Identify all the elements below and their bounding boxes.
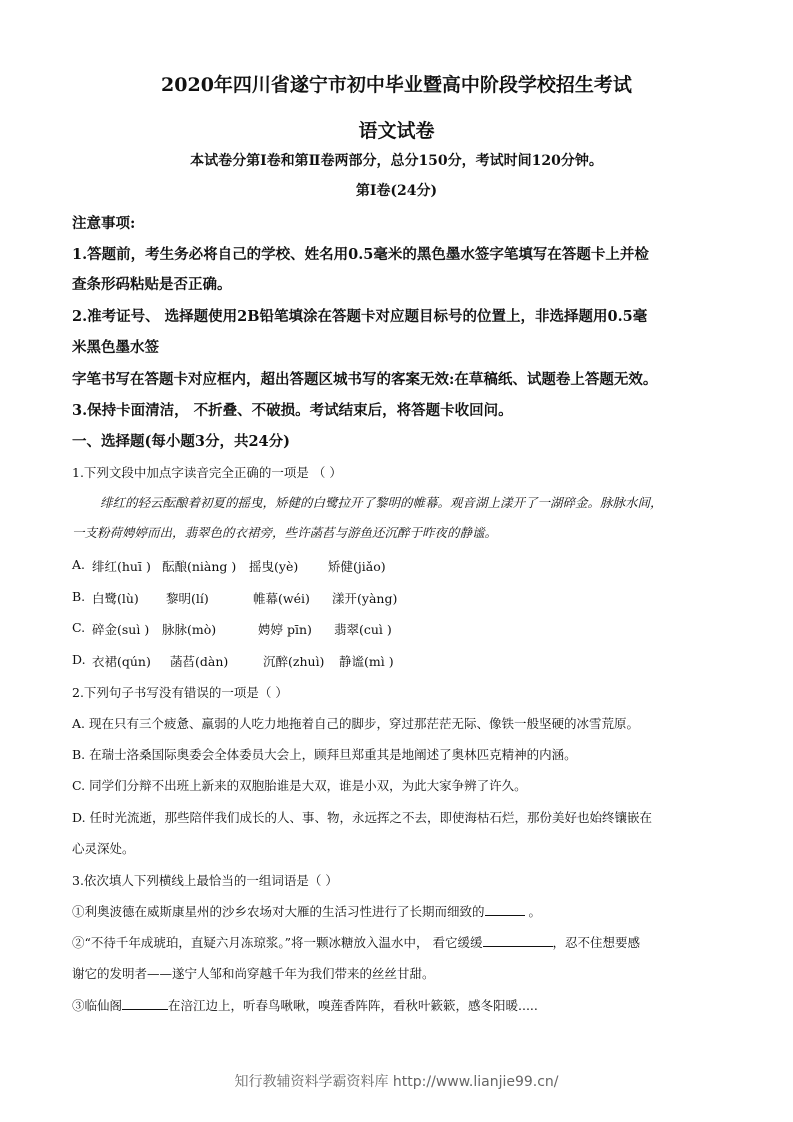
option-item: 黎明(lí) — [166, 591, 209, 606]
q3-sentence-1 — [72, 902, 722, 920]
q3-sentence-2 — [72, 933, 722, 951]
option-item: 衣裙(qún) — [92, 654, 151, 669]
option-item: 摇曳(yè) — [249, 559, 299, 574]
q3-sentence-3-start: ③临仙阁 — [72, 998, 123, 1013]
option-label: D. — [72, 652, 86, 667]
q3-sentence-3 — [72, 996, 722, 1014]
option-label: C. — [72, 620, 86, 635]
exam-info: 本试卷分第Ⅰ卷和第Ⅱ卷两部分，总分150分，考试时间120分钟。 — [190, 153, 603, 169]
notes-heading: 注意事项: — [72, 215, 136, 232]
q2-option-a[interactable]: A. 现在只有三个疲惫、羸弱的人吃力地拖着自己的脚步，穿过那茫茫无际、像铁一般坚硬的冰雪荒原。 — [72, 716, 639, 731]
option-item: 翡翠(cuì ) — [334, 622, 392, 637]
note-3: 3.保持卡面清洁， 不折叠、不破损。考试结束后，将答题卡收回问。 — [72, 402, 513, 419]
q3-sentence-2-end: ，忍不住想要感 — [552, 935, 641, 950]
q1-passage-line-2: 一支粉荷娉婷而出，翡翠色的衣裙旁，些许菡萏与游鱼还沉醉于昨夜的静谧。 — [72, 525, 498, 540]
q2-stem: 2.下列句子书写没有错误的一项是（ ） — [72, 685, 288, 700]
option-item: 静谧(mì ) — [339, 654, 394, 669]
option-item: 脉脉(mò) — [162, 622, 217, 637]
option-item: 帷幕(wéi) — [253, 591, 310, 606]
option-item: 矫健(jiǎo) — [328, 559, 386, 574]
q2-option-d-line-1[interactable]: D. 任时光流逝，那些陪伴我们成长的人、事、物，永远挥之不去，即使海枯石烂，那份美好也始终镶嵌在 — [72, 810, 653, 825]
fill-blank-2[interactable] — [483, 934, 553, 947]
q1-stem: 1.下列文段中加点字读音完全正确的一项是 （ ） — [72, 465, 342, 480]
option-item: 碎金(suì ) — [92, 622, 150, 637]
q3-sentence-1-text: ①利奥波德在威斯康星州的沙乡农场对大雁的生活习性进行了长期而细致的 — [72, 904, 485, 919]
exam-title: 2020年四川省遂宁市初中毕业暨高中阶段学校招生考试 — [161, 74, 632, 96]
option-item: 绯红(huī ) — [92, 559, 151, 574]
option-item: 酝酿(niàng ) — [162, 559, 237, 574]
q3-sentence-2-line-2: 谢它的发明者——遂宁人邹和尚穿越千年为我们带来的丝丝甘甜。 — [72, 966, 435, 981]
exam-subtitle: 语文试卷 — [358, 120, 435, 142]
option-item: 漾开(yàng) — [332, 591, 398, 606]
note-2-line-3: 字笔书写在答题卡对应框内，超出答题区城书写的客案无效:在草稿纸、试题卷上答题无效。 — [72, 371, 658, 388]
option-item: 娉婷 pīn) — [258, 622, 312, 637]
section-1-heading: 一、选择题(每小题3分，共24分) — [72, 433, 290, 450]
note-2-line-2: 米黑色墨水签 — [72, 339, 159, 356]
q3-stem: 3.依次填人下列横线上最恰当的一组词语是（ ） — [72, 873, 338, 888]
q3-sentence-2-text: ②“不待千年成琥珀，直疑六月冻琼浆。”将一颗冰糖放入温水中， 看它缓缓 — [72, 935, 483, 950]
q2-option-c[interactable]: C. 同学们分辩不出班上新来的双胞胎谁是大双，谁是小双，为此大家争辨了许久。 — [72, 778, 527, 793]
part-heading: 第Ⅰ卷(24分) — [355, 183, 438, 199]
note-1-line-2: 查条形码粘贴是否正确。 — [72, 276, 232, 293]
option-item: 沉醉(zhuì) — [263, 654, 325, 669]
note-1-line-1: 1.答题前，考生务必将自己的学校、姓名用0.5毫米的黑色墨水签字笔填写在答题卡上并检 — [72, 246, 649, 263]
option-label: A. — [72, 557, 86, 572]
q2-option-d-line-2: 心灵深处。 — [72, 841, 135, 856]
option-item: 菡萏(dàn) — [170, 654, 229, 669]
fill-blank-1[interactable] — [485, 903, 525, 916]
option-item: 白鹭(lù) — [92, 591, 139, 606]
fill-blank-3[interactable] — [122, 997, 168, 1010]
footer-watermark: 知行教辅资料学霸资料库 http://www.lianjie99.cn/ — [234, 1074, 559, 1090]
q3-sentence-1-end: 。 — [524, 904, 541, 919]
option-label: B. — [72, 589, 86, 604]
q1-passage-line-1: 绯红的轻云酝酿着初夏的摇曳，矫健的白鹭拉开了黎明的帷幕。观音湖上漾开了一湖碎金。脉脉水间， — [100, 495, 663, 510]
note-2-line-1: 2.准考证号、 选择题使用2B铅笔填涂在答题卡对应题目标号的位置上，非选择题用0.5毫 — [72, 308, 648, 325]
q3-sentence-3-text: 在涪江边上，听春鸟啾啾，嗅莲香阵阵，看秋叶簌簌，感冬阳暖..... — [168, 998, 538, 1013]
q2-option-b[interactable]: B. 在瑞士洛桑国际奥委会全体委员大会上，顾拜旦郑重其是地阐述了奥林匹克精神的内涵。 — [72, 747, 577, 762]
